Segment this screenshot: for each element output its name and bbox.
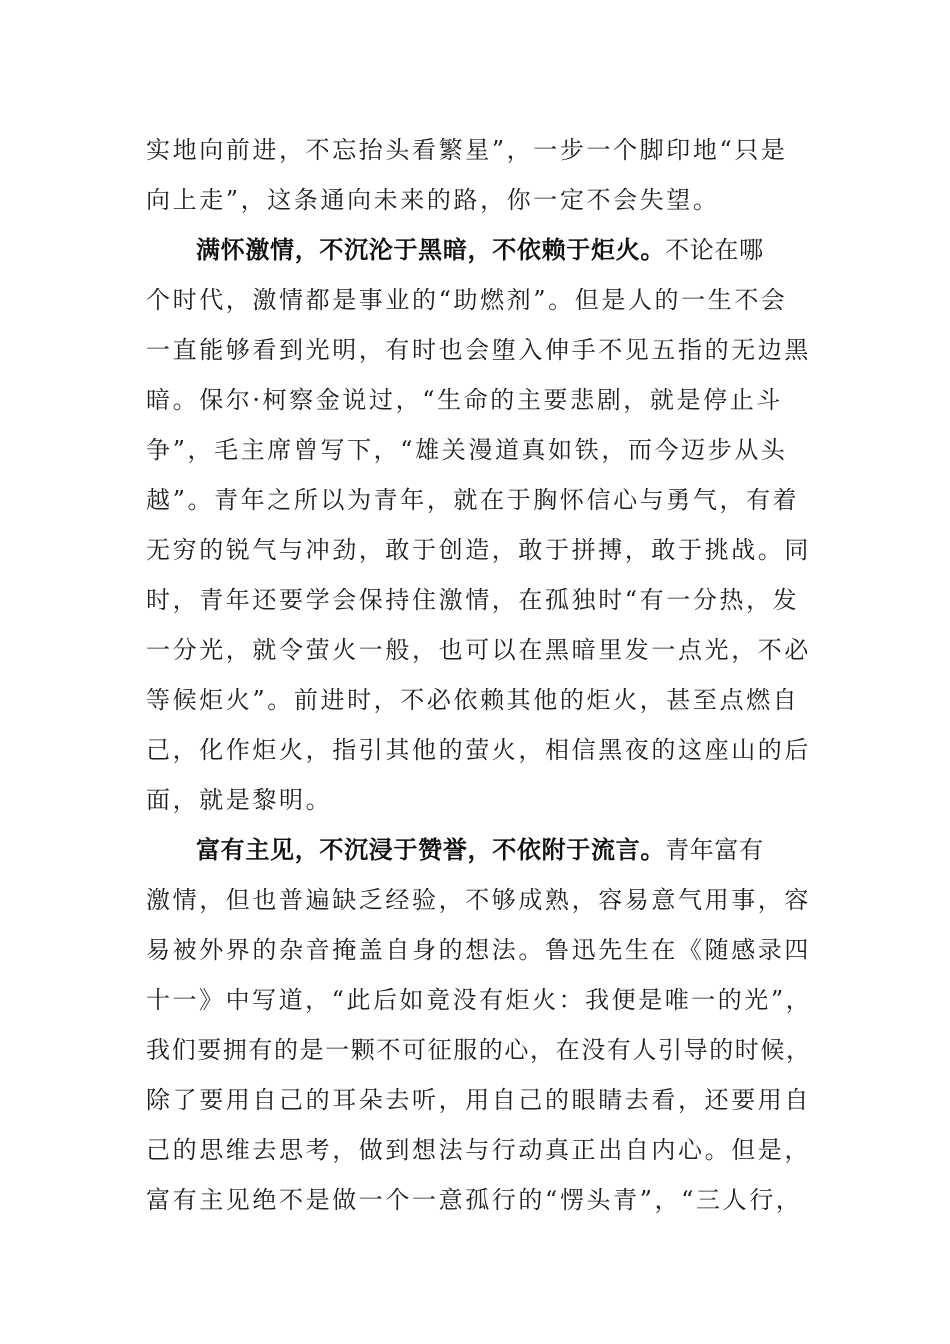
text-line-11: 一分光，就令萤火一般，也可以在黑暗里发一点光，不必 [146, 636, 811, 664]
paragraph-heading: 富有主见，不沉浸于赞誉，不依附于流言。 [196, 835, 666, 864]
text-line-17: 易被外界的杂音掩盖自身的想法。鲁迅先生在《随感录四 [146, 936, 811, 964]
text-line-14: 面，就是黎明。 [146, 786, 333, 814]
text-line-4: 个时代，激情都是事业的“助燃剂”。但是人的一生不会 [146, 286, 788, 314]
text-line-5: 一直能够看到光明，有时也会堕入伸手不见五指的无边黑 [146, 336, 811, 364]
text-line-16: 激情，但也普遍缺乏经验，不够成熟，容易意气用事，容 [146, 886, 811, 914]
text-line-10: 时，青年还要学会保持住激情，在孤独时“有一分热，发 [146, 586, 800, 614]
text-line-21: 己的思维去思考，做到想法与行动真正出自内心。但是， [146, 1136, 811, 1164]
text-line-8: 越”。青年之所以为青年，就在于胸怀信心与勇气，有着 [146, 486, 800, 514]
text-line-1: 实地向前进，不忘抬头看繁星”，一步一个脚印地“只是 [146, 136, 788, 164]
text-line-12: 等候炬火”。前进时，不必依赖其他的炬火，甚至点燃自 [146, 686, 800, 714]
text-line-19: 我们要拥有的是一颗不可征服的心，在没有人引导的时候， [146, 1036, 812, 1064]
paragraph-heading: 满怀激情，不沉沦于黑暗，不依赖于炬火。 [196, 235, 666, 264]
text-line-20: 除了要用自己的耳朵去听，用自己的眼睛去看，还要用自 [146, 1086, 811, 1114]
paragraph-2-first-line: 满怀激情，不沉沦于黑暗，不依赖于炬火。不论在哪 [196, 235, 764, 264]
text-line-6: 暗。保尔·柯察金说过，“生命的主要悲剧，就是停止斗 [146, 386, 783, 414]
text-line-2: 向上走”，这条通向未来的路，你一定不会失望。 [146, 186, 720, 214]
text-line-18: 十一》中写道，“此后如竟没有炬火：我便是唯一的光”， [146, 986, 813, 1014]
paragraph-3-first-line: 富有主见，不沉浸于赞誉，不依附于流言。青年富有 [196, 835, 764, 864]
text-line-9: 无穷的锐气与冲劲，敢于创造，敢于拼搏，敢于挑战。同 [146, 536, 811, 564]
text-line-22: 富有主见绝不是做一个一意孤行的“愣头青”，“三人行， [146, 1186, 803, 1214]
text-line-7: 争”，毛主席曾写下，“雄关漫道真如铁，而今迈步从头 [146, 436, 788, 464]
text-line-13: 己，化作炬火，指引其他的萤火，相信黑夜的这座山的后 [146, 736, 811, 764]
